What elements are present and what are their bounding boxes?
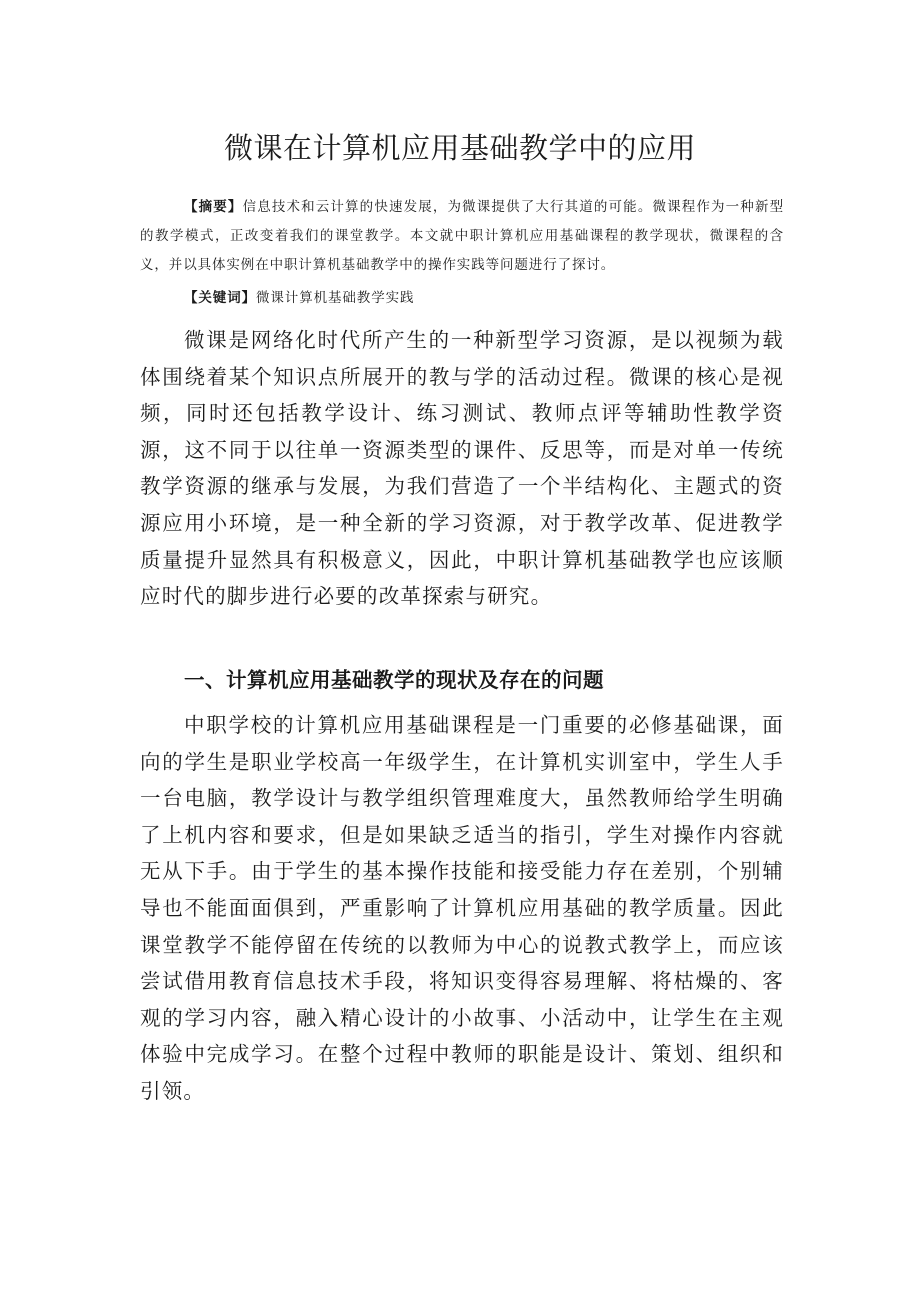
section-paragraph: 中职学校的计算机应用基础课程是一门重要的必修基础课，面向的学生是职业学校高一年级学生，在计算机实训室中，学生人手一台电脑，教学设计与教学组织管理难度大，虽然教师给学生明确了上机内容和要求，但是如果缺乏适当的指引，学生对操作内容就无从下手。由于学生的基本操作技能和接受能力存在差别，个别辅导也不能面面俱到，严重影响了计算机应用基础的教学质量。因此课堂教学不能停留在传统的以教师为中心的说教式教学上，而应该尝试借用教育信息技术手段，将知识变得容易理解、将枯燥的、客观的学习内容，融入精心设计的小故事、小活动中，让学生在主观体验中完成学习。在整个过程中教师的职能是设计、策划、组织和引领。 <box>140 713 784 1103</box>
abstract-text: 信息技术和云计算的快速发展，为微课提供了大行其道的可能。微课程作为一种新型的教学模式，正改变着我们的课堂教学。本文就中职计算机应用基础课程的教学现状，微课程的含义，并以具体实例在中职计算机基础教学中的操作实践等问题进行了探讨。 <box>140 199 784 273</box>
keywords-text: 微课计算机基础教学实践 <box>256 290 415 306</box>
abstract <box>140 193 784 280</box>
keywords-label: 【关键词】 <box>184 290 256 306</box>
section-heading: 一、计算机应用基础教学的现状及存在的问题 <box>184 668 604 692</box>
document-title: 微课在计算机应用基础教学中的应用 <box>223 131 696 165</box>
keywords <box>140 284 784 313</box>
intro-paragraph: 微课是网络化时代所产生的一种新型学习资源，是以视频为载体围绕着某个知识点所展开的教与学的活动过程。微课的核心是视频，同时还包括教学设计、练习测试、教师点评等辅助性教学资源，这不同于以往单一资源类型的课件、反思等，而是对单一传统教学资源的继承与发展，为我们营造了一个半结构化、主题式的资源应用小环境，是一种全新的学习资源，对于教学改革、促进教学质量提升显然具有积极意义，因此，中职计算机基础教学也应该顺应时代的脚步进行必要的改革探索与研究。 <box>140 328 784 609</box>
abstract-label: 【摘要】 <box>184 199 243 215</box>
